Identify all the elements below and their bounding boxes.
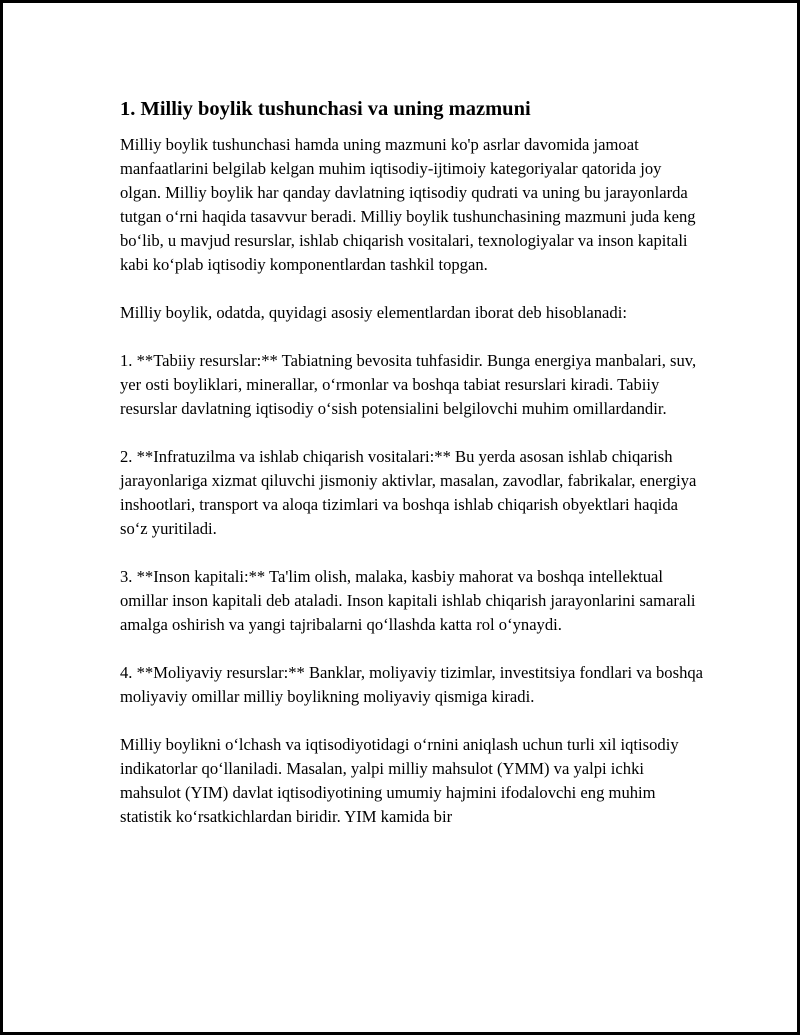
paragraph-infrastructure: 2. **Infratuzilma va ishlab chiqarish vositalari:** Bu yerda asosan ishlab chiqarish jarayonlariga xizmat qiluvchi jismoniy aktivlar, masalan, zavodlar, fabrikalar, energiya inshootlari, transport va aloqa tizimlari va boshqa ishlab chiqarish obyektlari haqida so‘z yuritiladi. xyxy=(120,447,697,538)
paragraph-measurement: Milliy boylikni o‘lchash va iqtisodiyotidagi o‘rnini aniqlash uchun turli xil iqtisodiy indikatorlar qo‘llaniladi. Masalan, yalpi milliy mahsulot (YMM) va yalpi ichki mahsulot (YIM) davlat iqtisodiyotining umumiy hajmini ifodalovchi eng muhim statistik ko‘rsatkichlardan biridir. YIM kamida bir xyxy=(120,735,679,826)
paragraph-natural-resources: 1. **Tabiiy resurslar:** Tabiatning bevosita tuhfasidir. Bunga energiya manbalari, suv, yer osti boyliklari, minerallar, o‘rmonlar va boshqa tabiat resurslari kiradi. Tabiiy resurslar davlatning iqtisodiy o‘sish potensialini belgilovchi muhim omillardandir. xyxy=(120,351,697,418)
paragraph-intro: Milliy boylik tushunchasi hamda uning mazmuni ko'p asrlar davomida jamoat manfaatlarini belgilab kelgan muhim iqtisodiy-ijtimoiy kategoriyalar qatorida joy olgan. Milliy boylik har qanday davlatning iqtisodiy qudrati va uning bu jarayonlarda tutgan o‘rni haqida tasavvur beradi. Milliy boylik tushunchasining mazmuni juda keng bo‘lib, u mavjud resurslar, ishlab chiqarish vositalari, texnologiyalar va inson kapitali kabi ko‘plab iqtisodiy komponentlardan tashkil topgan. xyxy=(120,135,696,274)
section-heading: 1. Milliy boylik tushunchasi va uning mazmuni xyxy=(120,98,531,120)
paragraph-financial-resources: 4. **Moliyaviy resurslar:** Banklar, moliyaviy tizimlar, investitsiya fondlari va boshqa moliyaviy omillar milliy boylikning moliyaviy qismiga kiradi. xyxy=(120,663,704,706)
paragraph-human-capital: 3. **Inson kapitali:** Ta'lim olish, malaka, kasbiy mahorat va boshqa intellektual omillar inson kapitali deb ataladi. Inson kapitali ishlab chiqarish jarayonlarini samarali amalga oshirish va yangi tajribalarni qo‘llashda katta rol o‘ynaydi. xyxy=(120,567,696,634)
paragraph-elements-intro: Milliy boylik, odatda, quyidagi asosiy elementlardan iborat deb hisoblanadi: xyxy=(120,303,627,322)
document-body xyxy=(120,95,705,853)
